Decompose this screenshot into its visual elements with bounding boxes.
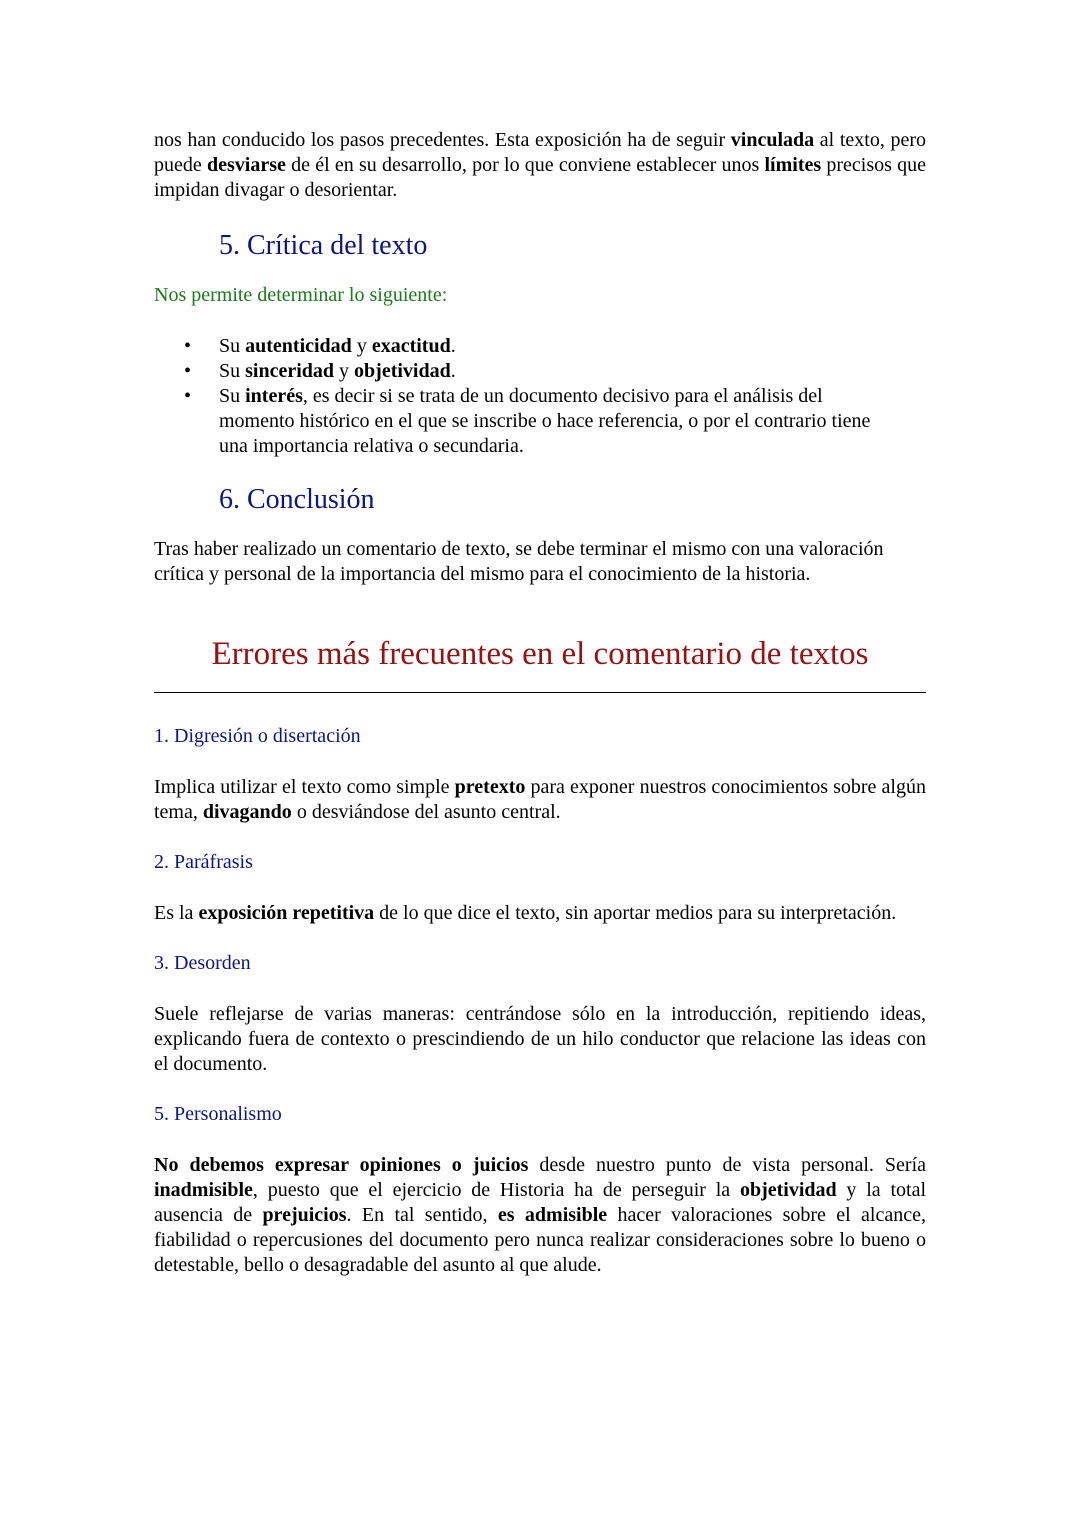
bullet-icon: •: [184, 360, 192, 382]
list-item: [154, 384, 886, 459]
section-6-text: Tras haber realizado un comentario de texto, se debe terminar el mismo con una valoración crítica y personal de la importancia del mismo para el conocimiento de la historia.: [154, 538, 884, 585]
text: de lo que dice el texto, sin aportar medios para su interpretación.: [374, 902, 897, 924]
section-6-heading: 6. Conclusión: [219, 484, 375, 515]
item-text: .: [450, 335, 456, 357]
text: . En tal sentido,: [346, 1204, 498, 1226]
item-bold: autenticidad: [245, 335, 352, 357]
bold-text: es admisible: [497, 1204, 608, 1226]
text: , puesto que el ejercicio de Historia ha de perseguir la: [252, 1179, 740, 1201]
bold-text: pretexto: [454, 776, 526, 798]
intro-text: de él en su desarrollo, por lo que conviene establecer unos: [285, 154, 765, 176]
bold-text: exposición repetitiva: [198, 902, 375, 924]
intro-bold: vinculada: [730, 129, 815, 151]
bullet-icon: •: [184, 385, 192, 407]
intro-text: precisos que impidan divagar o desorientar.: [154, 154, 926, 201]
item-text: Su: [219, 385, 246, 407]
list-item: [154, 359, 886, 384]
bold-text: No debemos expresar opiniones o juicios: [154, 1154, 529, 1176]
intro-bold: límites: [764, 154, 822, 176]
bullet-icon: •: [184, 335, 192, 357]
item-text: Su: [219, 360, 246, 382]
error-2-text: [154, 901, 926, 926]
section-5-lead: Nos permite determinar lo siguiente:: [154, 284, 448, 306]
error-1-heading: 1. Digresión o disertación: [154, 725, 361, 747]
section-5-heading: 5. Crítica del texto: [219, 230, 428, 261]
text: desde nuestro punto de vista personal. Sería: [528, 1154, 927, 1176]
intro-paragraph: [154, 128, 926, 203]
text: y la total ausencia de: [154, 1179, 927, 1226]
item-bold: sinceridad: [245, 360, 335, 382]
item-text: .: [450, 360, 456, 382]
bold-text: prejuicios: [262, 1204, 347, 1226]
bold-text: divagando: [202, 801, 292, 823]
item-bold: objetividad: [354, 360, 451, 382]
text: para exponer nuestros conocimientos sobre algún tema,: [154, 776, 926, 823]
item-text: y: [351, 335, 372, 357]
bold-text: objetividad: [739, 1179, 837, 1201]
intro-bold: desviarse: [206, 154, 286, 176]
item-text: Su: [219, 335, 246, 357]
error-5-text: [154, 1153, 926, 1278]
title-divider: [154, 692, 926, 693]
section-5-list: [154, 334, 926, 459]
bold-text: inadmisible: [154, 1179, 253, 1201]
intro-text: al texto, pero puede: [154, 129, 926, 176]
text: Implica utilizar el texto como simple: [154, 776, 455, 798]
error-3-heading: 3. Desorden: [154, 952, 251, 974]
error-2-heading: 2. Paráfrasis: [154, 851, 253, 873]
error-1-text: [154, 775, 926, 825]
item-text: y: [334, 360, 355, 382]
intro-text: nos han conducido los pasos precedentes. Esta exposición ha de seguir: [154, 129, 731, 151]
document-page: [154, 128, 926, 1278]
error-3-text: Suele reflejarse de varias maneras: centrándose sólo en la introducción, repitiendo ideas, explicando fuera de contexto o prescindiendo de un hilo conductor que relacione las ideas con el documento.: [154, 1003, 926, 1075]
text: o desviándose del asunto central.: [291, 801, 561, 823]
item-text: , es decir si se trata de un documento decisivo para el análisis del momento histórico en el que se inscribe o hace referencia, o por el contrario tiene una importancia relativa o secundaria.: [219, 385, 871, 457]
list-item: [154, 334, 886, 359]
text: hacer valoraciones sobre el alcance, fiabilidad o repercusiones del documento pero nunca realizar consideraciones sobre lo bueno o detestable, bello o desagradable del asunto al que alude.: [154, 1204, 926, 1276]
error-5-heading: 5. Personalismo: [154, 1103, 282, 1125]
item-bold: interés: [245, 385, 303, 407]
errors-title: Errores más frecuentes en el comentario de textos: [211, 636, 869, 672]
text: Es la: [154, 902, 199, 924]
item-bold: exactitud: [371, 335, 451, 357]
